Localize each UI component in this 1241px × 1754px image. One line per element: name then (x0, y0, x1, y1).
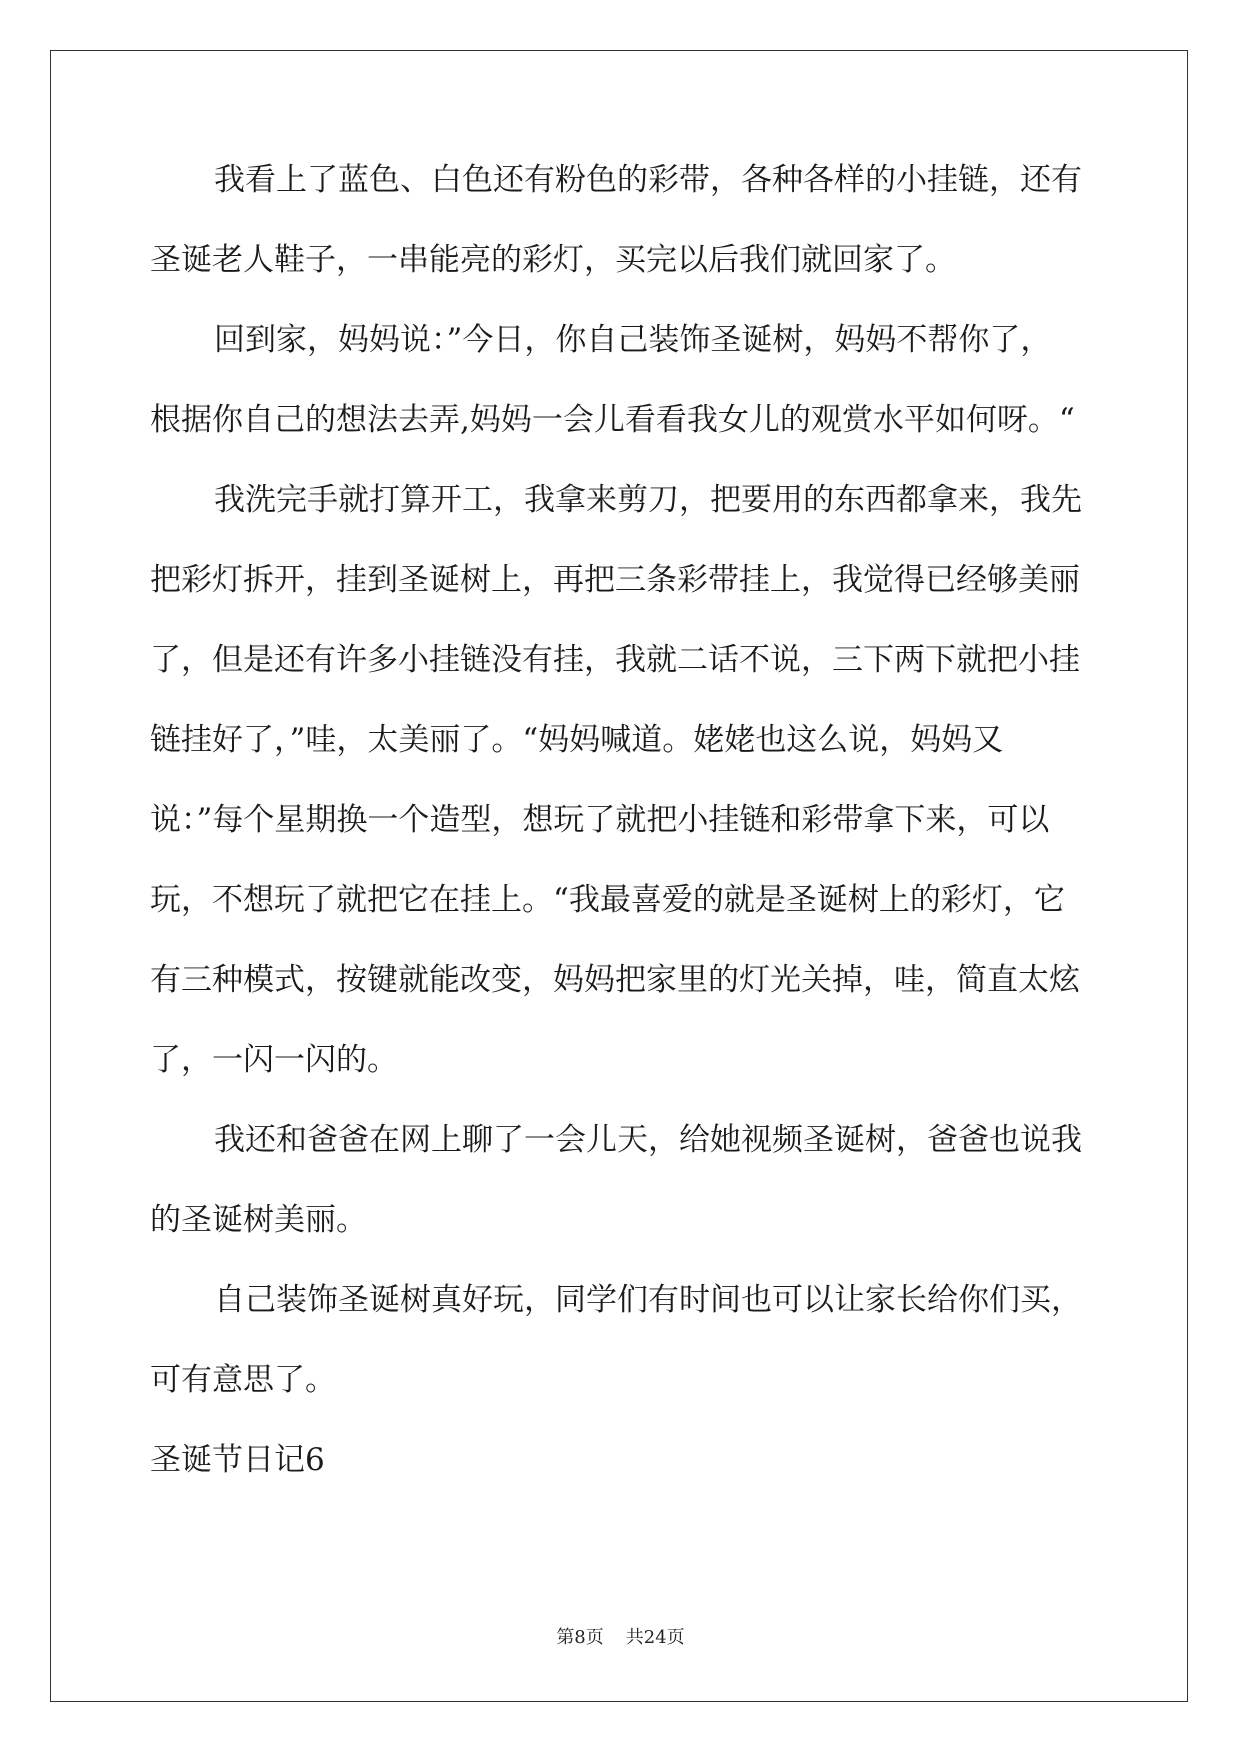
paragraph-line: 根据你自己的想法去弄,妈妈一会儿看看我女儿的观赏水平如何呀。“ (150, 402, 1075, 438)
page-number: 第8页 (556, 1627, 604, 1648)
paragraph-line: 我还和爸爸在网上聊了一会儿天，给她视频圣诞树，爸爸也说我 (214, 1122, 1082, 1158)
paragraph-line: 有三种模式，按键就能改变，妈妈把家里的灯光关掉，哇，简直太炫 (150, 962, 1080, 998)
paragraph-line: 链挂好了，”哇，太美丽了。“妈妈喊道。姥姥也这么说，妈妈又 (150, 722, 1004, 758)
paragraph-line: 了，一闪一闪的。 (150, 1042, 398, 1078)
paragraph-line: 我洗完手就打算开工，我拿来剪刀，把要用的东西都拿来，我先 (214, 482, 1082, 518)
paragraph-line: 了，但是还有许多小挂链没有挂，我就二话不说，三下两下就把小挂 (150, 642, 1080, 678)
paragraph-line: 圣诞老人鞋子，一串能亮的彩灯，买完以后我们就回家了。 (150, 242, 956, 278)
paragraph-line: 自己装饰圣诞树真好玩，同学们有时间也可以让家长给你们买， (214, 1282, 1082, 1318)
paragraph-line: 我看上了蓝色、白色还有粉色的彩带，各种各样的小挂链，还有 (214, 162, 1082, 198)
paragraph-line: 回到家，妈妈说：”今日，你自己装饰圣诞树，妈妈不帮你了， (214, 322, 1052, 358)
paragraph-line: 玩，不想玩了就把它在挂上。“我最喜爱的就是圣诞树上的彩灯，它 (150, 882, 1065, 918)
paragraph-line: 可有意思了。 (150, 1362, 336, 1398)
paragraph-line: 的圣诞树美丽。 (150, 1202, 367, 1238)
paragraph-line: 说：”每个星期换一个造型，想玩了就把小挂链和彩带拿下来，可以 (150, 802, 1050, 838)
document-body (150, 160, 1090, 1480)
page-footer (0, 1626, 1241, 1650)
paragraph-line: 把彩灯拆开，挂到圣诞树上，再把三条彩带挂上，我觉得已经够美丽 (150, 562, 1080, 598)
section-heading: 圣诞节日记6 (150, 1442, 325, 1478)
page-total: 共24页 (625, 1627, 685, 1648)
